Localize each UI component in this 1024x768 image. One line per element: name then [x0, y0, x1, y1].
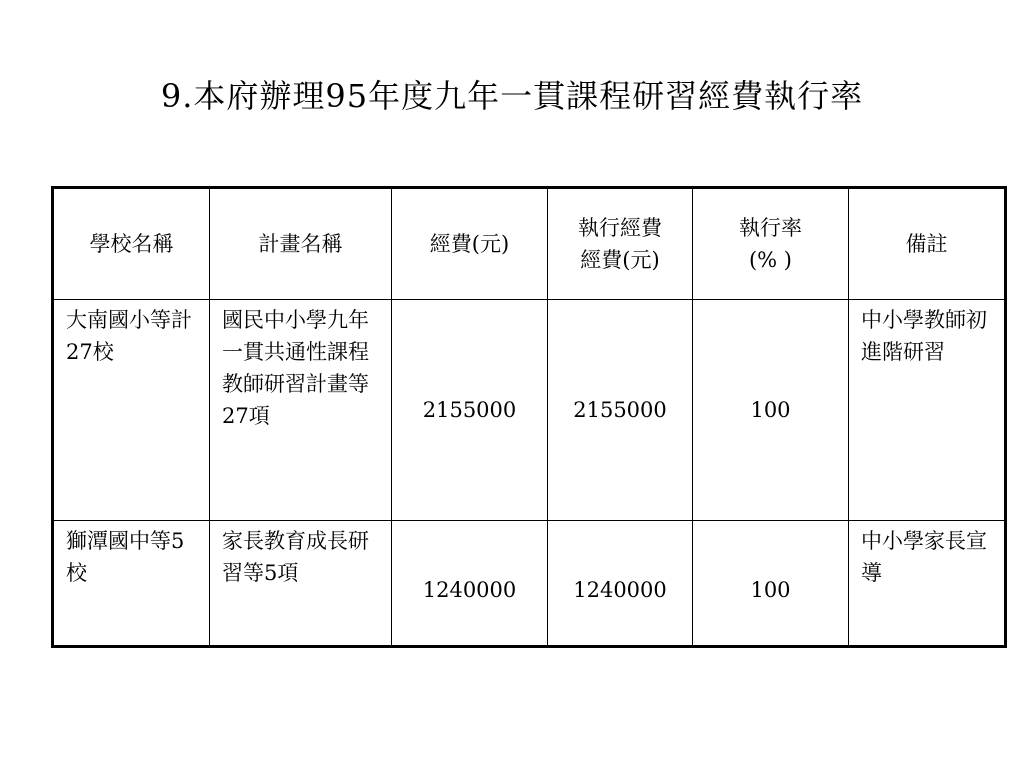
cell-executed: 1240000 [548, 521, 693, 647]
cell-budget: 2155000 [392, 300, 548, 521]
table-row [53, 300, 1006, 521]
cell-remarks: 中小學教師初進階研習 [849, 300, 1006, 521]
cell-remarks: 中小學家長宣導 [849, 521, 1006, 647]
header-executed-budget [548, 188, 693, 300]
cell-plan: 家長教育成長研習等5項 [210, 521, 392, 647]
page-title: 9.本府辦理95年度九年一貫課程研習經費執行率 [160, 77, 864, 115]
cell-school: 獅潭國中等5校 [53, 521, 210, 647]
cell-school: 大南國小等計27校 [53, 300, 210, 521]
table-row [53, 521, 1006, 647]
cell-budget: 1240000 [392, 521, 548, 647]
header-rate-line-2: (% ) [748, 248, 792, 272]
header-executed-line-2: 經費(元) [580, 248, 660, 272]
header-executed-line-1: 執行經費 [578, 216, 662, 240]
cell-plan: 國民中小學九年一貫共通性課程教師研習計畫等27項 [210, 300, 392, 521]
cell-executed: 2155000 [548, 300, 693, 521]
header-plan-name: 計畫名稱 [210, 188, 392, 300]
cell-rate: 100 [693, 521, 849, 647]
header-school-name: 學校名稱 [53, 188, 210, 300]
table-header-row [53, 188, 1006, 300]
header-rate-line-1: 執行率 [739, 216, 802, 240]
header-execution-rate [693, 188, 849, 300]
cell-rate: 100 [693, 300, 849, 521]
budget-execution-table [51, 186, 1007, 648]
header-remarks: 備註 [849, 188, 1006, 300]
header-budget: 經費(元) [392, 188, 548, 300]
